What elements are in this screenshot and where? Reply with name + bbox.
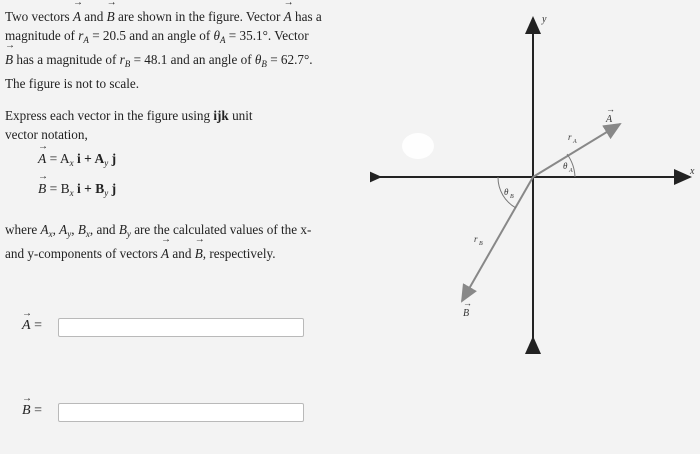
r-b-label: r <box>474 234 478 244</box>
answer-b-input[interactable] <box>58 403 304 422</box>
vector-b-label: B <box>463 308 470 319</box>
problem-line-4: The figure is not to scale. <box>5 76 140 91</box>
vector-b-label-arrow: → <box>463 298 472 308</box>
vector-a-symbol: → A <box>73 7 81 26</box>
r-a-sub: A <box>573 139 577 145</box>
r-b-sub: B <box>479 241 483 247</box>
glare-spot <box>402 133 434 159</box>
x-axis-label: x <box>690 166 695 177</box>
r-a-label: r <box>568 132 572 142</box>
instruction-line-1: Express each vector in the figure using ijk unit <box>5 108 253 123</box>
problem-line-1: Two vectors → A and → B are shown in the figure. Vector → A has a <box>5 7 350 26</box>
problem-line-2: magnitude of $r_A = 20.5$ and an angle of $\theta_A = 35.1^\circ$. Vector <box>5 28 309 45</box>
answer-b-label: → B = <box>22 403 42 419</box>
y-axis-label: y <box>542 14 547 25</box>
theta-b-label: θ <box>504 187 509 197</box>
vector-b-symbol: → B <box>107 7 115 26</box>
answer-a-input[interactable] <box>58 318 304 337</box>
vector-a-label: A <box>606 114 613 125</box>
answer-a-label: → A = <box>22 318 42 334</box>
equation-b: → $B = B_x$ $i + B_y$ j <box>38 181 116 198</box>
theta-a-label: θ <box>563 161 568 171</box>
where-text: where $A_x$, $A_y$, $B_x$, and $B_y$ are the calculated values of the x- and y-components of vectors → A and → B, respectively. <box>5 220 350 263</box>
vector-diagram <box>370 0 700 454</box>
instruction-line-2: vector notation, <box>5 127 88 142</box>
vector-a-label-arrow: → <box>606 104 615 114</box>
vector-b-arrow <box>462 177 533 301</box>
equation-a: → $A = A_x$ $i + A_y$ j <box>38 151 116 168</box>
problem-statement <box>5 7 350 144</box>
theta-b-sub: B <box>510 194 514 200</box>
vector-a-arrow <box>533 124 620 177</box>
problem-line-3: → B has a magnitude of $r_B = 48.1$ and an angle of $\theta_B = 62.7^\circ$. <box>5 50 350 74</box>
theta-a-sub: A <box>569 168 573 174</box>
